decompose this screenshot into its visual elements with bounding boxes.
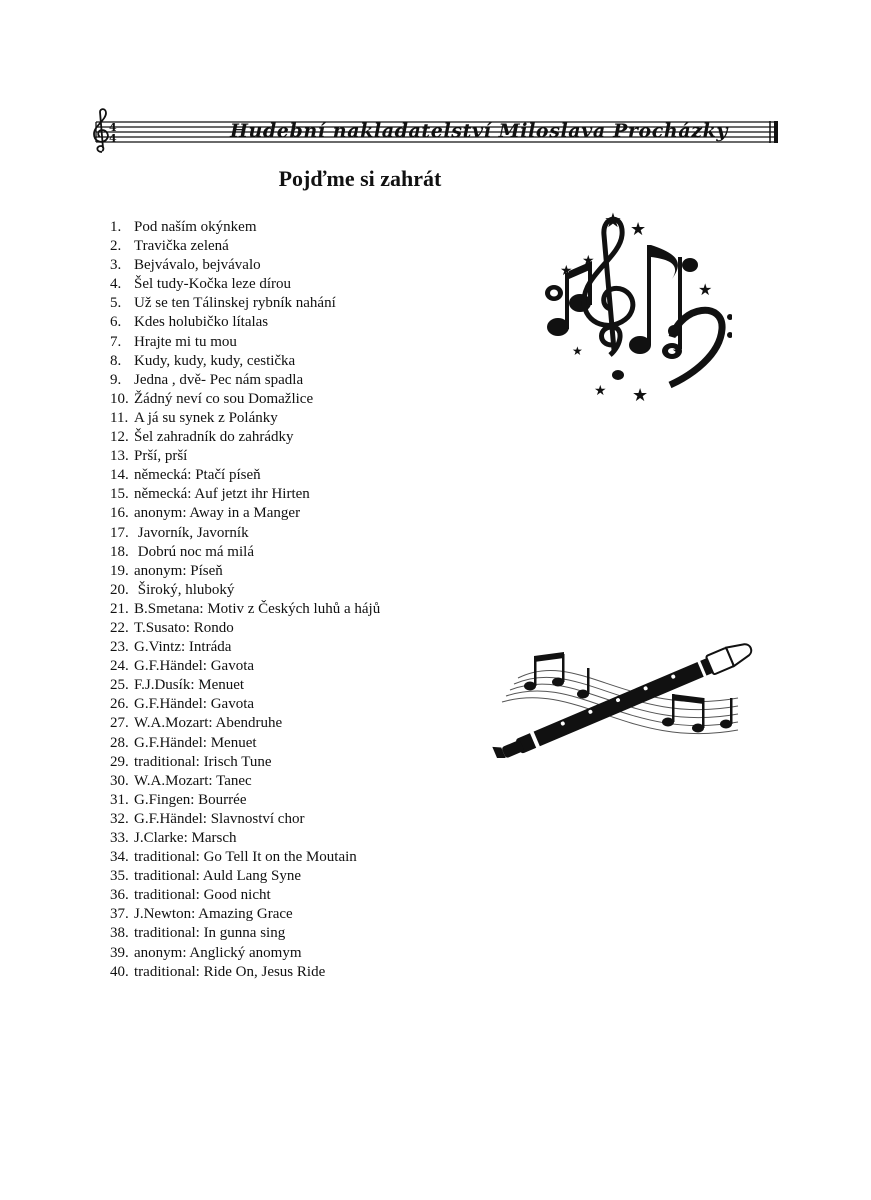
song-title: W.A.Mozart: Tanec	[134, 772, 252, 789]
song-number: 25.	[110, 677, 129, 694]
recorder-flute-icon	[488, 638, 773, 763]
svg-text:★: ★	[632, 385, 649, 405]
song-number: 28.	[110, 734, 129, 751]
publisher-name: Hudební nakladatelství Miloslava Procházky	[229, 120, 729, 142]
song-number: 18.	[110, 543, 129, 560]
list-item	[110, 638, 380, 657]
song-title: J.Newton: Amazing Grace	[134, 906, 293, 923]
song-number: 38.	[110, 925, 129, 942]
song-title: Jedna , dvě- Pec nám spadla	[134, 371, 304, 388]
song-title: traditional: Irisch Tune	[134, 753, 272, 770]
song-number: 14.	[110, 467, 129, 484]
list-item	[110, 829, 380, 848]
list-item	[110, 275, 380, 294]
song-title: G.Vintz: Intráda	[134, 639, 232, 656]
song-number: 8.	[110, 352, 122, 369]
song-number: 27.	[110, 715, 129, 732]
song-number: 17.	[110, 524, 129, 541]
song-number: 4.	[110, 276, 122, 293]
list-item	[110, 695, 380, 714]
song-number: 40.	[110, 963, 129, 980]
song-title: Bejvávalo, bejvávalo	[134, 257, 261, 274]
song-title: traditional: Go Tell It on the Moutain	[134, 849, 357, 866]
song-number: 7.	[110, 333, 122, 350]
list-item	[110, 600, 380, 619]
song-number: 13.	[110, 448, 129, 465]
song-title: J.Clarke: Marsch	[134, 830, 237, 846]
list-item	[110, 218, 380, 237]
song-title: traditional: Auld Lang Syne	[134, 868, 302, 885]
list-item	[110, 867, 380, 886]
song-title: Už se ten Tálinskej rybník nahání	[134, 295, 336, 312]
song-number: 2.	[110, 238, 122, 255]
song-title: Široký, hluboký	[134, 581, 235, 598]
song-title: německá: Auf jetzt ihr Hirten	[134, 486, 310, 503]
song-number: 36.	[110, 887, 129, 904]
song-number: 6.	[110, 314, 122, 331]
song-number: 3.	[110, 257, 122, 274]
song-number: 5.	[110, 295, 122, 312]
song-title: G.F.Händel: Menuet	[134, 734, 257, 751]
svg-text:4: 4	[109, 121, 117, 134]
list-item	[110, 714, 380, 733]
song-title: Žádný neví co sou Domažlice	[134, 390, 314, 407]
song-number: 16.	[110, 505, 129, 522]
header-staff	[76, 108, 780, 158]
song-title: německá: Ptačí píseň	[134, 467, 261, 484]
list-item	[110, 447, 380, 466]
list-item	[110, 352, 380, 371]
song-number: 11.	[110, 409, 129, 426]
song-title: traditional: In gunna sing	[134, 925, 286, 942]
song-number: 39.	[110, 944, 129, 961]
list-item	[110, 504, 380, 523]
list-item	[110, 886, 380, 905]
song-title: A já su synek z Polánky	[134, 409, 278, 426]
song-number: 9.	[110, 371, 122, 388]
song-title: anonym: Anglický anomym	[134, 944, 302, 961]
song-number: 19.	[110, 562, 129, 579]
list-item	[110, 791, 380, 810]
list-item	[110, 562, 380, 581]
song-title: traditional: Good nicht	[134, 887, 271, 904]
list-item	[110, 772, 380, 791]
svg-text:4: 4	[109, 132, 117, 145]
list-item	[110, 963, 380, 982]
list-item	[110, 676, 380, 695]
list-item	[110, 409, 380, 428]
song-title: Kudy, kudy, kudy, cestička	[134, 352, 296, 369]
list-item	[110, 905, 380, 924]
song-number: 31.	[110, 791, 129, 808]
song-title: G.F.Händel: Slavnoství chor	[134, 810, 305, 827]
song-number: 12.	[110, 429, 129, 446]
song-number: 22.	[110, 619, 129, 636]
song-number: 33.	[110, 830, 129, 846]
svg-text:★: ★	[582, 253, 595, 269]
song-number: 37.	[110, 906, 129, 923]
song-title: traditional: Ride On, Jesus Ride	[134, 963, 326, 980]
song-title: G.Fingen: Bourrée	[134, 791, 247, 808]
list-item	[110, 371, 380, 390]
list-item	[110, 924, 380, 943]
song-title: T.Susato: Rondo	[134, 619, 234, 636]
song-title: G.F.Händel: Gavota	[134, 696, 255, 713]
list-item	[110, 581, 380, 600]
music-notes-cluster-icon	[532, 205, 732, 410]
list-item	[110, 390, 380, 409]
song-title: Travička zelená	[134, 238, 229, 255]
song-title: anonym: Píseň	[134, 562, 223, 579]
song-number: 29.	[110, 753, 129, 770]
svg-text:★: ★	[698, 280, 713, 299]
song-title: W.A.Mozart: Abendruhe	[134, 715, 283, 732]
song-number: 32.	[110, 810, 129, 827]
song-number: 23.	[110, 639, 129, 656]
svg-text:★: ★	[594, 383, 607, 399]
list-item	[110, 657, 380, 676]
list-item	[110, 944, 380, 963]
list-item	[110, 753, 380, 772]
list-item	[110, 619, 380, 638]
song-number: 1.	[110, 219, 122, 235]
song-list	[110, 218, 380, 982]
song-title: Dobrú noc má milá	[134, 543, 254, 560]
page-title: Pojďme si zahrát	[278, 166, 442, 191]
song-number: 26.	[110, 696, 129, 713]
list-item	[110, 313, 380, 332]
song-title: Kdes holubičko lítalas	[134, 314, 269, 331]
song-number: 24.	[110, 658, 129, 675]
song-title: Prší, prší	[134, 448, 188, 465]
svg-text:★: ★	[604, 208, 622, 232]
song-title: Šel tudy-Kočka leze dírou	[134, 276, 292, 293]
list-item	[110, 543, 380, 562]
list-item	[110, 333, 380, 352]
song-number: 21.	[110, 600, 129, 617]
song-number: 30.	[110, 772, 129, 789]
song-number: 34.	[110, 849, 129, 866]
svg-text:★: ★	[630, 219, 647, 240]
svg-text:★: ★	[572, 344, 583, 358]
song-title: Šel zahradník do zahrádky	[134, 429, 294, 446]
list-item	[110, 810, 380, 829]
list-item	[110, 848, 380, 867]
list-item	[110, 237, 380, 256]
song-number: 35.	[110, 868, 129, 885]
song-title: Javorník, Javorník	[134, 524, 249, 541]
list-item	[110, 524, 380, 543]
song-number: 10.	[110, 390, 129, 407]
song-title: Hrajte mi tu mou	[134, 333, 237, 350]
song-number: 20.	[110, 581, 129, 598]
list-item	[110, 428, 380, 447]
song-number: 15.	[110, 486, 129, 503]
list-item	[110, 485, 380, 504]
svg-text:★: ★	[672, 344, 683, 358]
list-item	[110, 256, 380, 275]
song-title: Pod naším okýnkem	[134, 219, 257, 235]
song-title: F.J.Dusík: Menuet	[134, 677, 245, 694]
list-item	[110, 734, 380, 753]
svg-text:★: ★	[560, 263, 573, 279]
song-title: G.F.Händel: Gavota	[134, 658, 255, 675]
song-title: B.Smetana: Motiv z Českých luhů a hájů	[134, 600, 381, 617]
list-item	[110, 294, 380, 313]
song-title: anonym: Away in a Manger	[134, 505, 301, 522]
list-item	[110, 466, 380, 485]
